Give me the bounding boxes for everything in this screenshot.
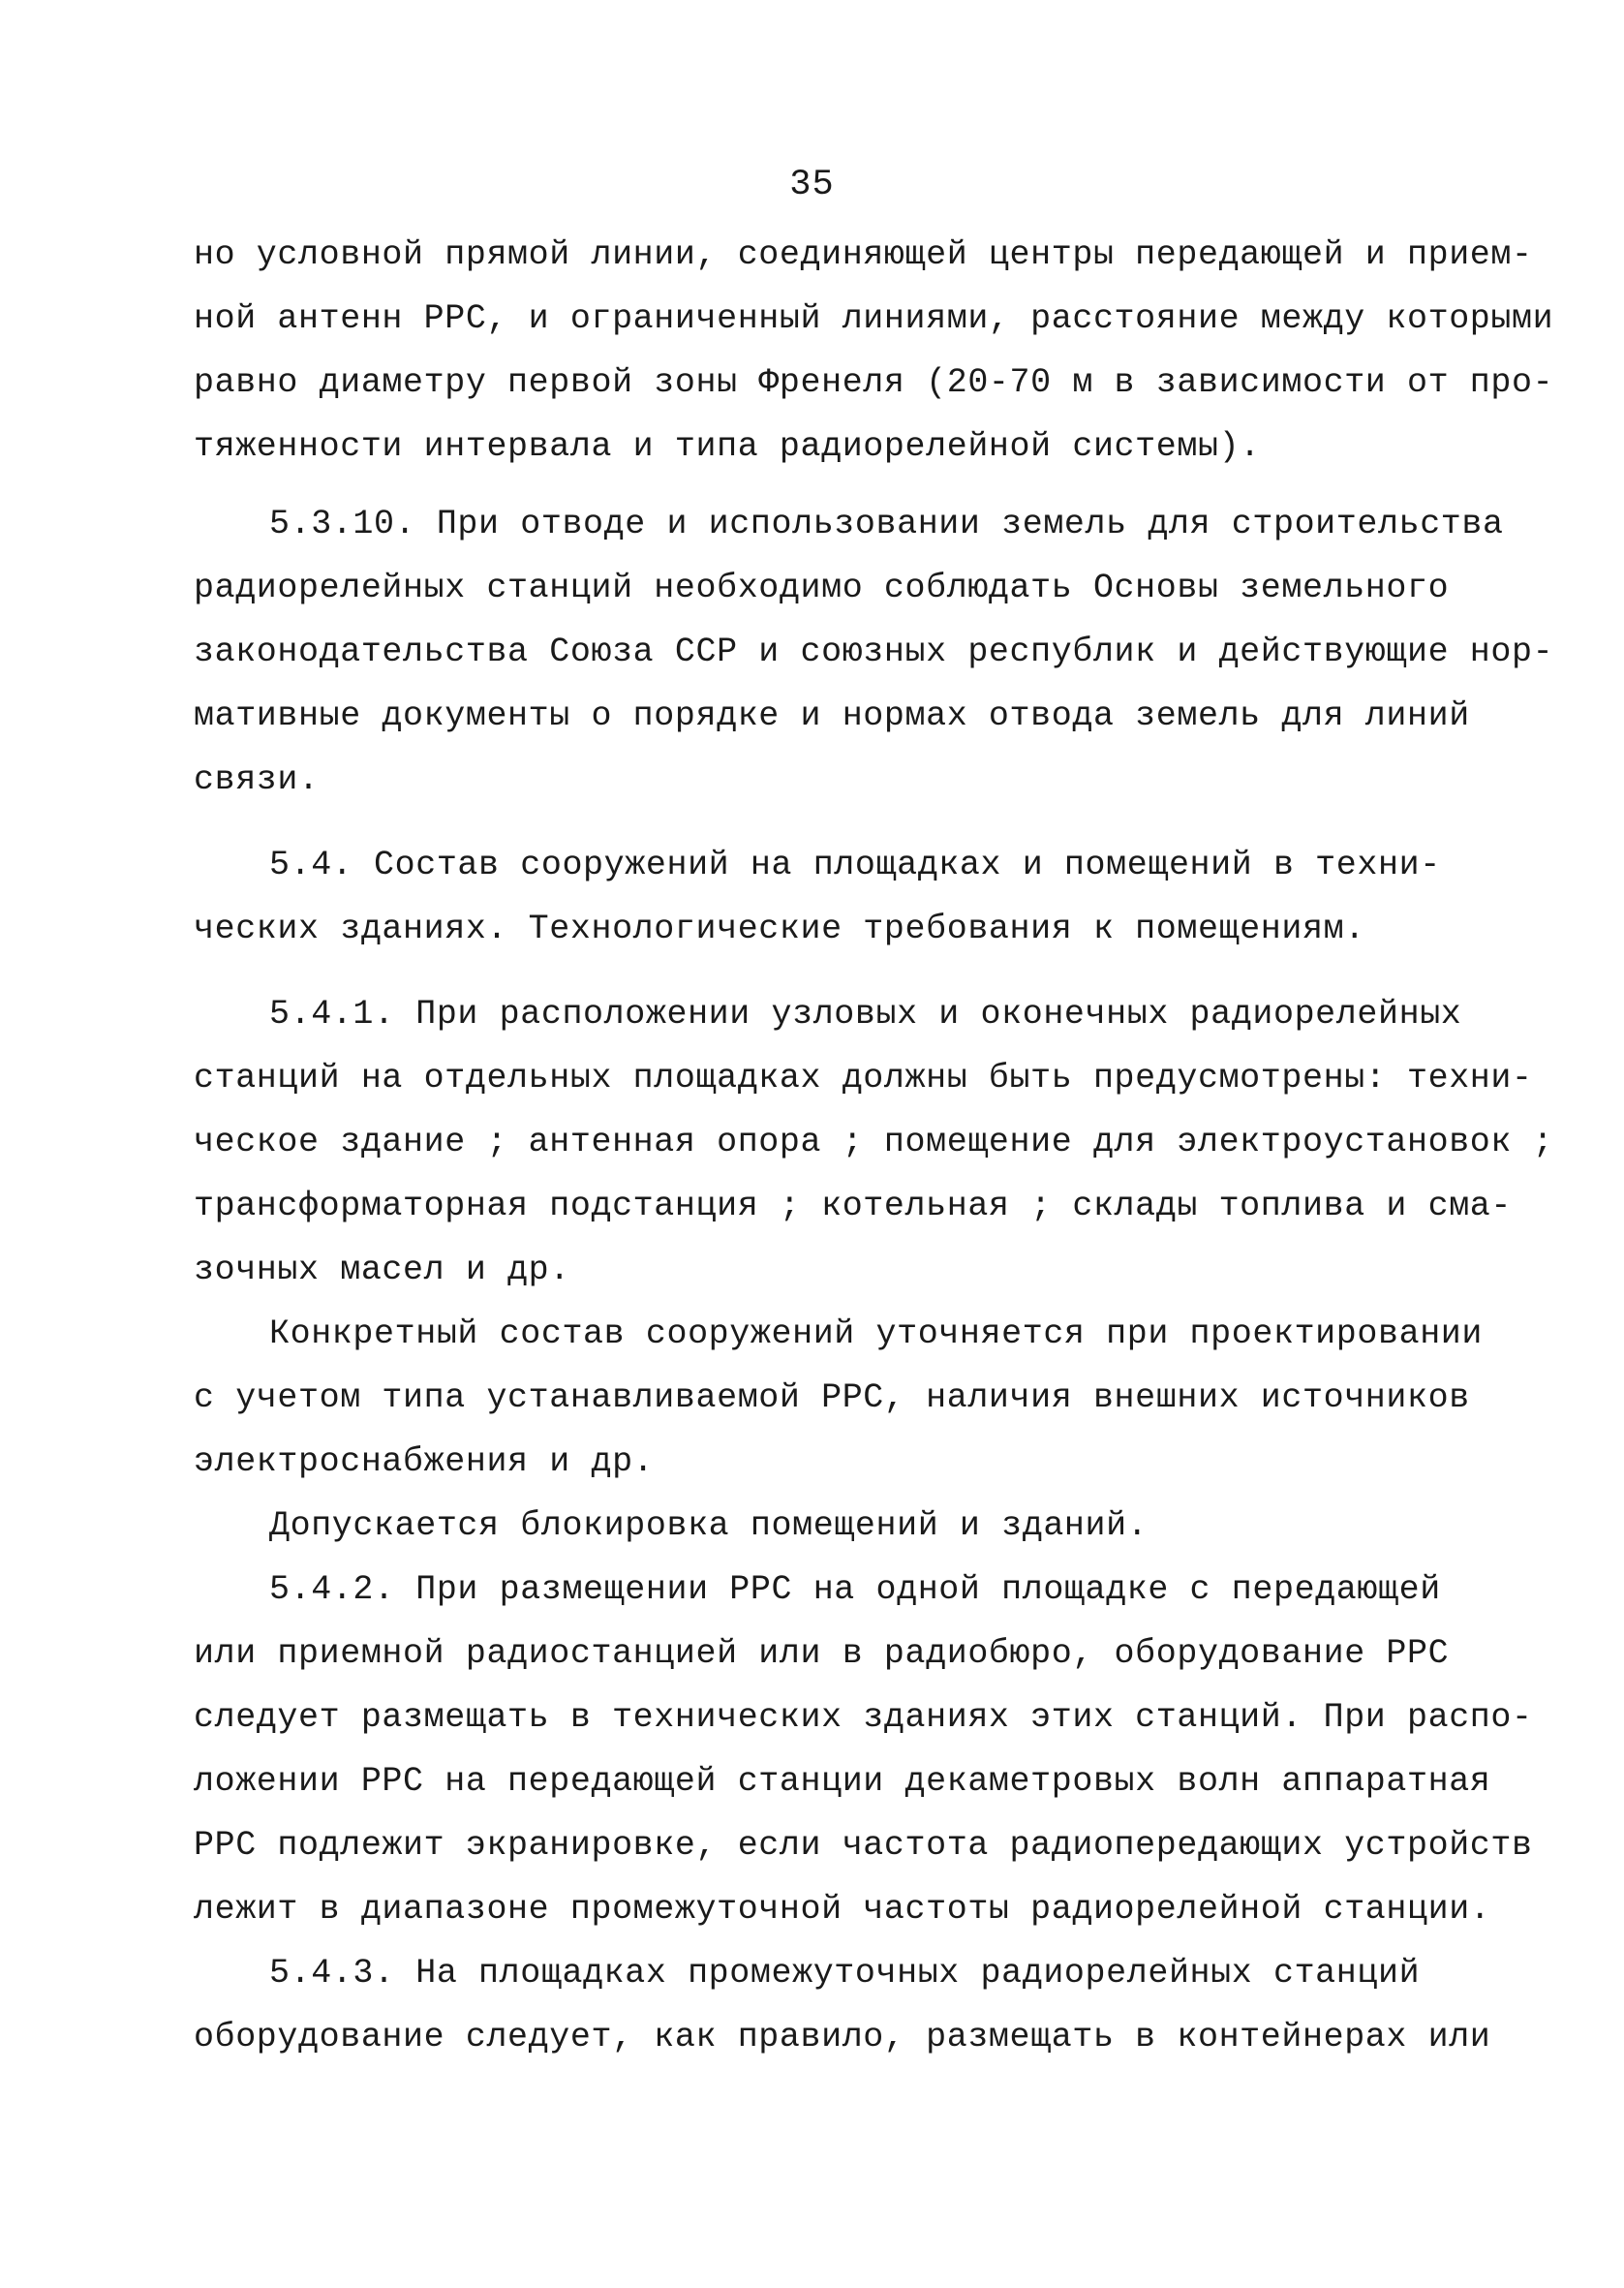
text-line: Допускается блокировка помещений и зданий. (269, 1506, 1149, 1545)
text-line: мативные документы о порядке и нормах отвода земель для линий (194, 696, 1470, 735)
text-line: 5.3.10. При отводе и использовании земель для строительства (269, 505, 1504, 543)
text-line: тяженности интервала и типа радиорелейной системы). (194, 427, 1261, 466)
text-line: 5.4.2. При размещении РРС на одной площадке с передающей (269, 1570, 1441, 1609)
paragraph (194, 1558, 1533, 1941)
text-line: связи. (194, 760, 320, 799)
text-line: лежит в диапазоне промежуточной частоты радиорелейной станции. (194, 1890, 1491, 1929)
text-line: ческих зданиях. Технологические требования к помещениям. (194, 910, 1365, 948)
text-line: ческое здание ; антенная опора ; помещение для электроустановок ; (194, 1123, 1554, 1161)
section-heading (194, 833, 1453, 961)
text-line: РРС подлежит экранировке, если частота радиопередающих устройств (194, 1826, 1533, 1865)
page-number: 35 (789, 165, 835, 205)
text-line: оборудование следует, как правило, размещать в контейнерах или (194, 2018, 1491, 2056)
text-line: ной антенн РРС, и ограниченный линиями, расстояние между которыми (194, 299, 1554, 338)
paragraph (194, 982, 1554, 1302)
text-line: ложении РРС на передающей станции декаметровых волн аппаратная (194, 1762, 1491, 1801)
text-line: равно диаметру первой зоны Френеля (20-70 м в зависимости от про- (194, 363, 1554, 402)
text-line: с учетом типа устанавливаемой РРС, наличия внешних источников (194, 1378, 1470, 1417)
text-body (194, 223, 1554, 2069)
paragraph (194, 1941, 1491, 2069)
text-line: законодательства Союза ССР и союзных республик и действующие нор- (194, 633, 1554, 671)
paragraph (194, 223, 1554, 479)
text-line: станций на отдельных площадках должны быть предусмотрены: техни- (194, 1059, 1533, 1098)
text-line: радиорелейных станций необходимо соблюдать Основы земельного (194, 569, 1450, 607)
paragraph (194, 492, 1554, 812)
text-line: или приемной радиостанцией или в радиобюро, оборудование РРС (194, 1634, 1450, 1673)
text-line: трансформаторная подстанция ; котельная ; склады топлива и сма- (194, 1187, 1513, 1225)
text-line: 5.4.3. На площадках промежуточных радиорелейных станций (269, 1954, 1421, 1993)
text-line: но условной прямой линии, соединяющей центры передающей и прием- (194, 235, 1533, 274)
text-line: Конкретный состав сооружений уточняется при проектировании (269, 1314, 1483, 1353)
text-line: электроснабжения и др. (194, 1442, 655, 1481)
text-line: следует размещать в технических зданиях этих станций. При распо- (194, 1698, 1533, 1737)
text-line: 5.4.1. При расположении узловых и оконечных радиорелейных (269, 995, 1462, 1034)
paragraph (194, 1494, 1453, 1558)
text-line: зочных масел и др. (194, 1251, 570, 1289)
text-line: 5.4. Состав сооружений на площадках и помещений в техни- (269, 846, 1441, 884)
paragraph (194, 1302, 1483, 1494)
